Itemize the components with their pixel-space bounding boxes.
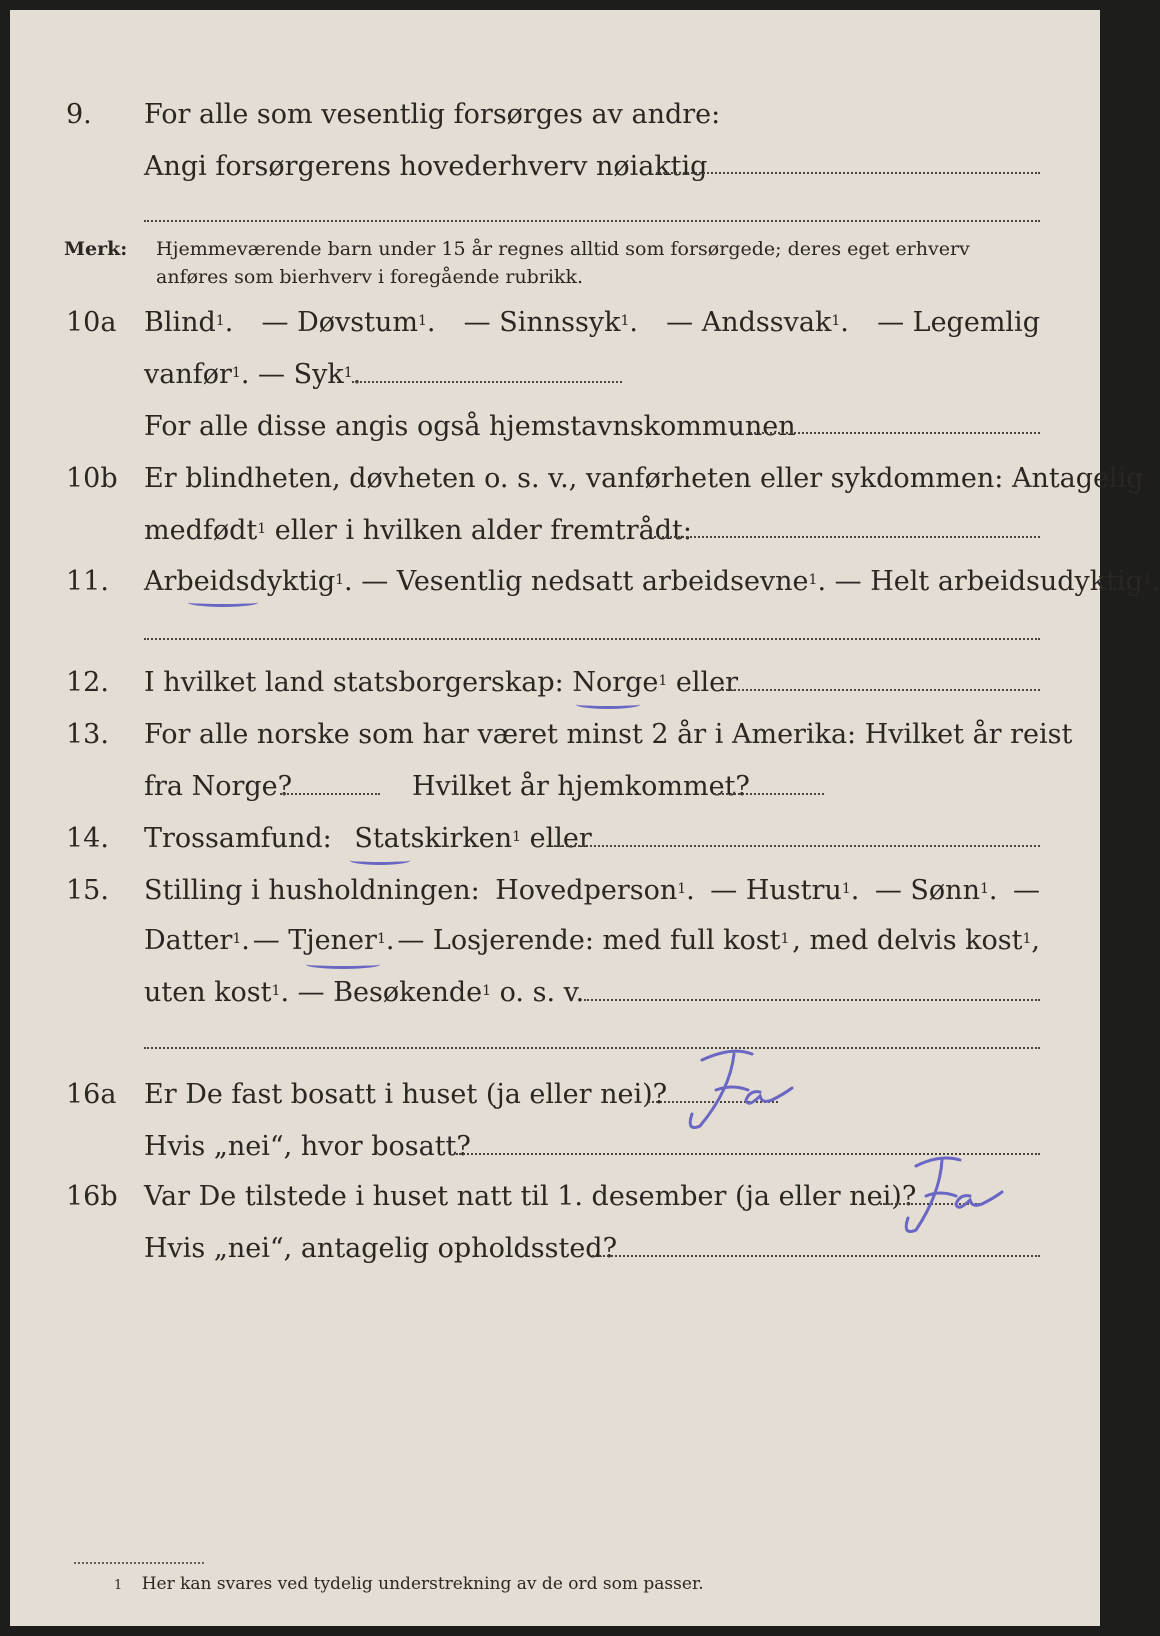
question-text: Hvis „nei“, hvor bosatt? <box>144 1131 471 1162</box>
question-number: 10b <box>66 463 118 494</box>
footnote <box>114 1574 704 1594</box>
answer-line[interactable] <box>144 220 1040 222</box>
question-number: 12. <box>66 667 109 698</box>
question-text: I hvilket land statsborgerskap: <box>144 667 564 698</box>
answer-line[interactable] <box>280 793 380 795</box>
answer-line[interactable] <box>584 999 1040 1001</box>
question-text: For alle disse angis også hjemstavnskommunen <box>144 411 796 442</box>
question-number: 16b <box>66 1181 118 1212</box>
question-text: For alle som vesentlig forsørges av andre: <box>144 99 721 130</box>
question-number: 14. <box>66 823 109 854</box>
question-text: o. s. v. <box>499 977 585 1008</box>
handwritten-underline <box>350 856 410 865</box>
option-medfodt[interactable]: medfødt$^1$ <box>144 515 267 546</box>
question-text: eller <box>529 823 592 854</box>
question-text: Var De tilstede i huset natt til 1. desember (ja eller nei)? <box>144 1181 917 1212</box>
option-syk[interactable]: — Syk$^1$. <box>258 359 362 390</box>
question-number: 15. <box>66 875 109 906</box>
footnote-text: Her kan svares ved tydelig understrekning av de ord som passer. <box>141 1574 704 1594</box>
question-text: eller <box>675 667 739 698</box>
question-text: Stilling i husholdningen: <box>144 875 480 906</box>
option-statskirken[interactable]: Statskirken$^1$ <box>354 823 522 854</box>
option-vanfor[interactable]: vanfør$^1$. <box>144 359 250 390</box>
question-text: Hvilket år hjemkommet? <box>412 771 750 802</box>
svg-text:Ja: Ja <box>890 1150 891 1151</box>
option-blind[interactable]: Blind$^1$. <box>144 307 234 338</box>
option-besokende[interactable]: — Besøkende$^1$ <box>297 977 492 1008</box>
handwritten-underline <box>188 598 258 607</box>
answer-line[interactable] <box>750 432 1040 434</box>
svg-text:Ja: Ja <box>672 1040 673 1041</box>
question-text: eller i hvilken alder fremtrådt: <box>274 515 692 546</box>
answer-line[interactable] <box>656 172 1040 174</box>
footnote-number: 1 <box>114 1578 123 1593</box>
answer-line[interactable] <box>554 845 1040 847</box>
footnote-divider <box>74 1562 204 1564</box>
option-sonn[interactable]: — Sønn$^1$. <box>874 875 998 906</box>
answer-line[interactable] <box>352 381 622 383</box>
answer-line[interactable] <box>714 793 824 795</box>
answer-line[interactable] <box>144 1047 1040 1049</box>
question-text: Er De fast bosatt i huset (ja eller nei)? <box>144 1079 668 1110</box>
option-sinnssyk[interactable]: — Sinnssyk$^1$. <box>463 307 638 338</box>
note-label: Merk: <box>64 238 128 260</box>
option-delvis-kost[interactable]: , med delvis kost$^1$, <box>792 925 1040 956</box>
question-text: fra Norge? <box>144 771 293 802</box>
handwritten-underline <box>576 700 640 709</box>
option-legemlig[interactable]: — Legemlig <box>877 307 1040 338</box>
answer-line[interactable] <box>592 1255 1040 1257</box>
question-number: 9. <box>66 99 92 130</box>
question-number: 11. <box>66 566 109 597</box>
option-dovstum[interactable]: — Døvstum$^1$. <box>261 307 436 338</box>
question-text: Angi forsørgerens hovederhverv nøiaktig <box>144 151 708 182</box>
answer-line[interactable] <box>144 638 1040 640</box>
question-number: 10a <box>66 307 117 338</box>
option-tjener[interactable]: — Tjener$^1$. <box>252 925 395 956</box>
option-andssvak[interactable]: — Andssvak$^1$. <box>666 307 849 338</box>
note-merk <box>64 236 970 262</box>
option-hovedperson[interactable]: Hovedperson$^1$. <box>495 875 695 906</box>
note-text: Hjemmeværende barn under 15 år regnes alltid som forsørgede; deres eget erhverv <box>156 238 970 260</box>
option-nedsatt[interactable]: — Vesentlig nedsatt arbeidsevne$^1$. <box>361 566 827 597</box>
answer-line[interactable] <box>722 689 1040 691</box>
option-norge[interactable]: Norge$^1$ <box>572 667 668 698</box>
option-uten-kost[interactable]: uten kost$^1$. <box>144 977 290 1008</box>
handwritten-answer <box>672 1040 812 1140</box>
option-full-kost[interactable]: — Losjerende: med full kost$^1$ <box>397 925 790 956</box>
option-udyktig[interactable]: — Helt arbeidsudyktig$^1$. <box>834 566 1160 597</box>
census-form-page: 9. For alle som vesentlig forsørges av andre: Angi forsørgerens hovederhverv nøiaktig Merk: Hjemmeværende barn under 15 år regnes alltid som forsørgede; deres eget erhverv anføres som bierhverv i foregående rubrikk. 10a Blind$^1$. — Døvstum$^1$. — Sinnssyk$^1$. — Andssvak$^1$. — Legemlig vanfør$^1$. — Syk$^1$. For alle disse angis også hjemstavnskommunen 10b Er blindheten, døvheten o. s. v., vanførheten eller sykdommen: Antagelig medfødt$^1$ eller i hvilken alder fremtrådt: 11. Arbeidsdyktig$^1$. — Vesentlig nedsatt arbeidsevne$^1$. — Helt arbeidsudyktig$^1$. 12. I hvilket land statsborgerskap: Norge$^1$ eller 13. For alle norske som har været minst 2 år i Amerika: Hvilket år reist fra Norge? Hvilket år hjemkommet? 14. Trossamfund: Statskirken$^1$ eller 15. Stilling i husholdningen: Hovedperson$^1$. — Hustru$^1$. — Sønn$^1$. — Datter$^1$. — Tjener$^1$. — Losjerende: med full kost$^1$ , med delvis kost$^1$, uten kost$^1$. — Besøkende$^1$ o. s. v. 16a Er De fast bosatt i huset (ja eller nei)? Ja Hvis „nei“, hvor bosatt? 16b Var De tilstede i huset natt til 1. desember (ja eller nei)? Ja Hvis „nei“, antagelig opholdssted? 1 Her kan svares ved tydelig understrekning av de ord som passer. <box>10 10 1100 1626</box>
option-datter[interactable]: Datter$^1$. <box>144 925 250 956</box>
option-hustru[interactable]: — Hustru$^1$. <box>710 875 860 906</box>
question-text: Er blindheten, døvheten o. s. v., vanførheten eller sykdommen: Antagelig <box>144 463 1144 494</box>
question-text: For alle norske som har været minst 2 år i Amerika: Hvilket år reist <box>144 719 1073 750</box>
note-text-2: anføres som bierhverv i foregående rubrikk. <box>156 266 584 288</box>
question-text: Trossamfund: <box>144 823 332 854</box>
answer-line[interactable] <box>654 536 1040 538</box>
handwritten-answer <box>890 1150 1030 1250</box>
handwritten-underline <box>306 960 380 969</box>
option-arbeidsdyktig[interactable]: Arbeidsdyktig$^1$. <box>144 566 353 597</box>
question-number: 16a <box>66 1079 117 1110</box>
question-number: 13. <box>66 719 109 750</box>
question-text: Hvis „nei“, antagelig opholdssted? <box>144 1233 618 1264</box>
